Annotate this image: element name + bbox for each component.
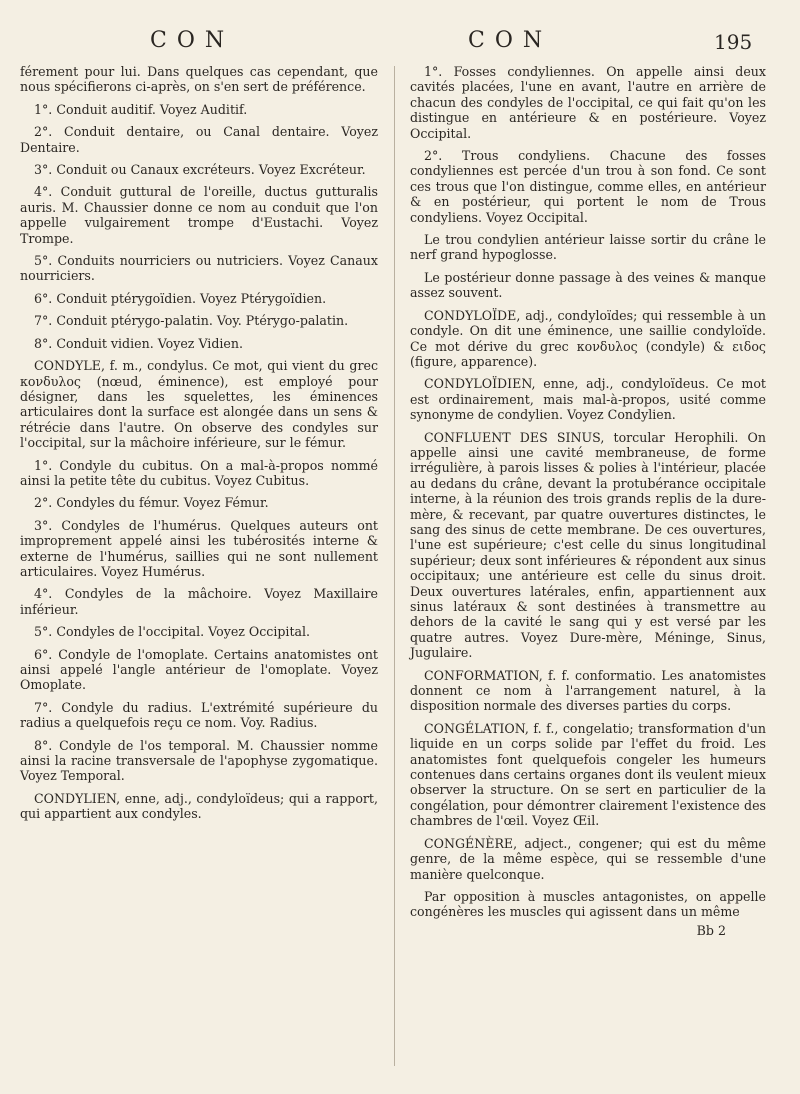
paragraph: férement pour lui. Dans quelques cas cependant, que nous spécifierons ci-après, on s'en sert de préférence. [20, 64, 378, 95]
paragraph: 8°. Condyle de l'os temporal. M. Chaussier nomme ainsi la racine transversale de l'apophyse zygomatique. Voyez Temporal. [20, 737, 378, 784]
paragraph: 1°. Conduit auditif. Voyez Auditif. [34, 101, 248, 117]
entry-condyloidien: CONDYLOÏDIEN, enne, adj., condyloïdeus. Ce mot est ordinairement, mais mal-à-propos, usité comme synonyme de condylien. Voyez Condylien. [410, 376, 766, 423]
paragraph: Le trou condylien antérieur laisse sortir du crâne le nerf grand hypoglosse. [410, 232, 766, 263]
paragraph: 2°. Conduit dentaire, ou Canal dentaire. Voyez Dentaire. [20, 124, 378, 155]
paragraph: 6°. Conduit ptérygoïdien. Voyez Ptérygoïdien. [34, 290, 327, 306]
entry-confluent: CONFLUENT DES SINUS, torcular Herophili. On appelle ainsi une cavité membraneuse, de forme irrégulière, à parois lisses & polies à l'intérieur, placée au dedans du crâne, devant la protubérance occipitale interne, à la réunion des trois grands replis de la dure-mère, & recevant, par quatre ouvertures distinctes, le sang des sinus de cette membrane. De ces ouvertures, l'une est supérieure; c'est celle du sinus longitudinal supérieur; deux sont inférieures & répondent aux sinus occipitaux; une antérieure est celle du sinus droit. Deux ouvertures latérales, enfin, appartiennent aux sinus latéraux & sont destinées à transmettre au dehors de la cavité le sang qui y est versé par les quatre autres. Voyez Dure-mère, Méninge, Sinus, Jugulaire. [410, 429, 766, 661]
entry-condyloide: CONDYLOÏDE, adj., condyloïdes; qui ressemble à un condyle. On dit une éminence, une saillie condyloïde. Ce mot dérive du grec κονδυλος (condyle) & ειδος (figure, apparence). [410, 307, 766, 369]
right-column [410, 64, 766, 945]
column-divider [394, 66, 395, 1066]
running-header [0, 20, 800, 60]
page-number: 195 [714, 30, 753, 54]
paragraph: 4°. Condyles de la mâchoire. Voyez Maxillaire inférieur. [20, 586, 378, 617]
paragraph: 4°. Conduit guttural de l'oreille, ductus gutturalis auris. M. Chaussier donne ce nom au conduit que l'on appelle vulgairement trompe d'Eustachi. Voyez Trompe. [20, 184, 378, 246]
paragraph: Le postérieur donne passage à des veines & manque assez souvent. [410, 269, 766, 301]
paragraph: 1°. Condyle du cubitus. On a mal-à-propos nommé ainsi la petite tête du cubitus. Voyez Cubitus. [20, 457, 378, 488]
paragraph: 2°. Condyles du fémur. Voyez Fémur. [34, 495, 269, 511]
entry-conformation: CONFORMATION, f. f. conformatio. Les anatomistes donnent ce nom à l'arrangement naturel, à la disposition normale des diverses parties du corps. [410, 667, 766, 714]
paragraph: 5°. Condyles de l'occipital. Voyez Occipital. [34, 624, 311, 640]
entry-congelation: CONGÉLATION, f. f., congelatio; transformation d'un liquide en un corps solide par l'effet du froid. Les anatomistes font quelquefois congeler les humeurs contenues dans certains organes dont ils veulent mieux observer la structure. On se sert en particulier de la congélation, pour démontrer clairement l'existence des chambres de l'œil. Voyez Œil. [410, 720, 766, 829]
paragraph: Par opposition à muscles antagonistes, on appelle congénères les muscles qui agissent dans un même [410, 888, 766, 920]
paragraph: 1°. Fosses condyliennes. On appelle ainsi deux cavités placées, l'une en avant, l'autre en arrière de chacun des condyles de l'occipital, ce qui fait qu'on les distingue en antérieure & en postérieure. Voyez Occipital. [410, 64, 766, 141]
header-left: CON [150, 28, 235, 53]
paragraph: 6°. Condyle de l'omoplate. Certains anatomistes ont ainsi appelé l'angle antérieur de l'omoplate. Voyez Omoplate. [20, 646, 378, 693]
header-right: CON [468, 28, 553, 53]
paragraph: 5°. Conduits nourriciers ou nutriciers. Voyez Canaux nourriciers. [20, 253, 378, 284]
paragraph: 3°. Condyles de l'humérus. Quelques auteurs ont improprement appelé ainsi les tubérosités interne & externe de l'humérus, saillies qui ne sont nullement articulaires. Voyez Humérus. [20, 517, 378, 579]
entry-condyle: CONDYLE, f. m., condylus. Ce mot, qui vient du grec κονδυλος (nœud, éminence), est employé pour désigner, dans les squelettes, les éminences articulaires dont la surface est alongée dans un sens & rétrécie dans l'autre. On observe des condyles sur l'occipital, sur la mâchoire inférieure, sur le fémur. [20, 358, 378, 451]
signature-mark: Bb 2 [696, 922, 726, 938]
paragraph: 7°. Conduit ptérygo-palatin. Voy. Ptérygo-palatin. [34, 313, 349, 329]
paragraph: 2°. Trous condyliens. Chacune des fosses condyliennes est percée d'un trou à son fond. Ce sont ces trous que l'on distingue, comme elles, en antérieur & en postérieur, qui portent le nom de Trous condyliens. Voyez Occipital. [410, 148, 766, 225]
entry-condylien: CONDYLIEN, enne, adj., condyloïdeus; qui a rapport, qui appartient aux condyles. [20, 790, 378, 822]
paragraph: 8°. Conduit vidien. Voyez Vidien. [34, 335, 243, 351]
paragraph: 7°. Condyle du radius. L'extrémité supérieure du radius a quelquefois reçu ce nom. Voy. Radius. [20, 699, 378, 731]
entry-congenere: CONGÉNÈRE, adject., congener; qui est du même genre, de la même espèce, qui se ressemble d'une manière quelconque. [410, 835, 766, 882]
paragraph: 3°. Conduit ou Canaux excréteurs. Voyez Excréteur. [34, 162, 366, 178]
left-column [20, 64, 378, 829]
